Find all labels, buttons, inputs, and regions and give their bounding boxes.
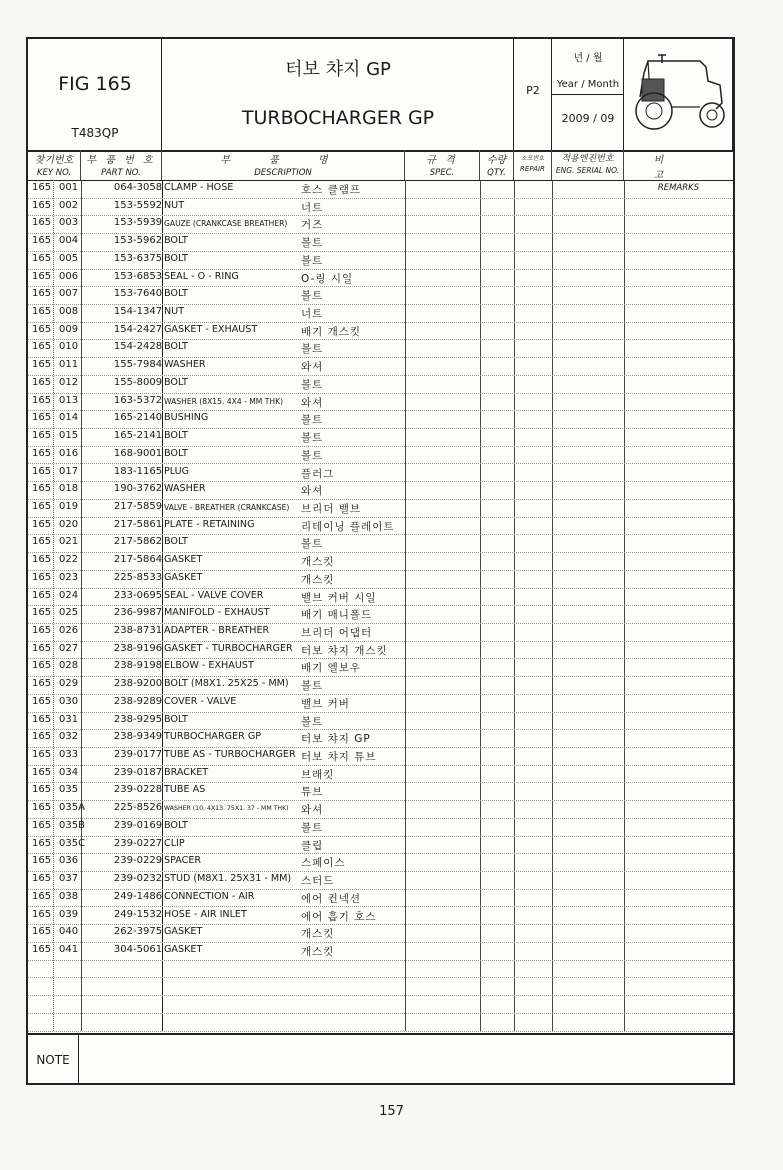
description-korean: 볼트 (301, 378, 324, 391)
key-group: 165 (32, 500, 52, 512)
key-group: 165 (32, 890, 52, 902)
key-number: 015 (59, 430, 79, 442)
table-row (28, 818, 733, 837)
table-row (28, 322, 733, 341)
description-korean: 브리더 밸브 (301, 502, 362, 515)
description-korean: 튜브 (301, 786, 324, 799)
description-korean: 밸브 커버 시일 (301, 591, 377, 604)
key-number: 028 (59, 660, 79, 672)
table-row (28, 977, 733, 996)
key-number: 033 (59, 749, 79, 761)
part-number: 217-5862 (113, 536, 163, 548)
key-number: 040 (59, 926, 79, 938)
key-group: 165 (32, 784, 52, 796)
divider (552, 94, 624, 95)
key-group: 165 (32, 607, 52, 619)
description-korean: 밸브 커버 (301, 697, 350, 710)
table-row (28, 534, 733, 553)
part-number: 165-2141 (113, 430, 163, 442)
table-row (28, 304, 733, 323)
part-number: 190-3762 (113, 483, 163, 495)
part-number: 217-5859 (113, 500, 163, 512)
page-code: P2 (526, 84, 540, 97)
table-row (28, 410, 733, 429)
part-number: 236-9987 (113, 607, 163, 619)
key-group: 165 (32, 359, 52, 371)
key-number: 039 (59, 908, 79, 920)
col-repair: 소모번호 REPAIR (514, 150, 552, 180)
key-group: 165 (32, 571, 52, 583)
col-eng-serial: 적용엔진번호 ENG. SERIAL NO. (552, 150, 624, 180)
description-korean: 개스킷 (301, 573, 335, 586)
description: PLATE - RETAINING (164, 518, 255, 530)
page-number: 157 (379, 1104, 404, 1119)
key-number: 006 (59, 270, 79, 282)
table-row (28, 481, 733, 500)
key-number: 024 (59, 589, 79, 601)
part-number: 064-3058 (113, 182, 163, 193)
key-group: 165 (32, 908, 52, 920)
description-korean: 스터드 (301, 875, 335, 888)
key-number: 005 (59, 252, 79, 264)
description-korean: 호스 클램프 (301, 184, 362, 196)
part-number: 233-0695 (113, 589, 163, 601)
description: BOLT (164, 713, 188, 725)
table-row (28, 836, 733, 855)
table-row (28, 871, 733, 890)
key-number: 001 (59, 182, 79, 193)
description-korean: 너트 (301, 201, 324, 214)
table-row (28, 694, 733, 713)
key-group: 165 (32, 306, 52, 318)
key-group: 165 (32, 837, 52, 849)
description: VALVE - BREATHER (CRANKCASE) (164, 502, 290, 512)
part-number: 239-0227 (113, 837, 163, 849)
table-row (28, 782, 733, 801)
key-number: 035C (59, 837, 86, 849)
key-group: 165 (32, 731, 52, 743)
description-korean: 볼트 (301, 414, 324, 427)
table-row (28, 517, 733, 536)
table-row (28, 995, 733, 1014)
table-row (28, 180, 733, 199)
description: GASKET (164, 554, 203, 566)
part-number: 249-1486 (113, 890, 163, 902)
description: BOLT (164, 341, 188, 353)
part-number: 154-2428 (113, 341, 163, 353)
table-row (28, 464, 733, 483)
table-row (28, 605, 733, 624)
part-number: 239-0229 (113, 855, 163, 867)
part-number: 238-9295 (113, 713, 163, 725)
part-number: 238-8731 (113, 625, 163, 636)
table-row (28, 428, 733, 447)
table-row (28, 907, 733, 926)
key-group: 165 (32, 483, 52, 495)
key-number: 020 (59, 518, 79, 530)
table-row (28, 889, 733, 908)
description: BOLT (164, 252, 188, 264)
key-number: 025 (59, 607, 79, 619)
description: CONNECTION - AIR (164, 890, 255, 902)
description: BUSHING (164, 412, 209, 424)
key-number: 038 (59, 890, 79, 902)
year-month-label-en: Year / Month (556, 79, 620, 90)
key-number: 035B (59, 819, 85, 831)
key-number: 037 (59, 873, 79, 885)
part-number: 165-2140 (113, 412, 163, 424)
part-number: 155-7984 (113, 359, 163, 371)
key-group: 165 (32, 589, 52, 601)
description: BOLT (M8X1. 25X25 - MM) (164, 678, 289, 690)
description-korean: 볼트 (301, 715, 324, 728)
title-cell (162, 39, 514, 150)
description: PLUG (164, 465, 190, 477)
key-group: 165 (32, 678, 52, 690)
description-korean: 스페이스 (301, 857, 346, 870)
table-row (28, 446, 733, 465)
description: STUD (M8X1. 25X31 - MM) (164, 873, 292, 885)
description-korean: 너트 (301, 308, 324, 321)
description: WASHER (164, 359, 206, 371)
table-row (28, 198, 733, 217)
part-number: 239-0187 (113, 766, 163, 778)
key-group: 165 (32, 394, 52, 406)
description-korean: 배기 엘보우 (301, 662, 362, 675)
key-group: 165 (32, 554, 52, 566)
key-number: 007 (59, 288, 79, 300)
part-number: 249-1532 (113, 908, 163, 920)
table-row (28, 729, 733, 748)
part-number: 153-6853 (113, 270, 163, 282)
key-number: 012 (59, 376, 79, 388)
table-row (28, 765, 733, 784)
description-korean: 볼트 (301, 254, 324, 267)
description: SEAL - VALVE COVER (164, 589, 264, 601)
description: MANIFOLD - EXHAUST (164, 607, 270, 619)
col-spec: 규 격 SPEC. (405, 150, 480, 180)
key-group: 165 (32, 199, 52, 211)
table-row (28, 1013, 733, 1032)
description-korean: 볼트 (301, 343, 324, 356)
key-group: 165 (32, 625, 52, 636)
key-number: 023 (59, 571, 79, 583)
description-korean: 볼트 (301, 821, 324, 834)
table-row (28, 641, 733, 660)
key-number: 002 (59, 199, 79, 211)
key-number: 013 (59, 394, 79, 406)
key-group: 165 (32, 465, 52, 477)
part-number: 217-5861 (113, 518, 163, 530)
table-row (28, 960, 733, 979)
part-number: 238-9198 (113, 660, 163, 672)
description: WASHER (8X15. 4X4 - MM THK) (164, 396, 284, 406)
description-korean: 에어 컨넥션 (301, 892, 362, 905)
table-row (28, 712, 733, 731)
table-row (28, 375, 733, 394)
key-group: 165 (32, 412, 52, 424)
description-korean: 볼트 (301, 432, 324, 445)
table-row (28, 357, 733, 376)
description: GASKET (164, 943, 203, 955)
description-korean: 와셔 (301, 361, 324, 374)
key-group: 165 (32, 235, 52, 247)
part-number: 217-5864 (113, 554, 163, 566)
part-number: 154-2427 (113, 323, 163, 335)
description-korean: 개스킷 (301, 556, 335, 569)
key-group: 165 (32, 323, 52, 335)
table-row (28, 942, 733, 961)
table-row (28, 676, 733, 695)
description-korean: 볼트 (301, 680, 324, 693)
model-code: T483QP (71, 126, 119, 140)
title-korean: 터보 챠지 GP (285, 59, 391, 80)
description: GAUZE (CRANKCASE BREATHER) (164, 219, 288, 229)
key-group: 165 (32, 819, 52, 831)
key-number: 026 (59, 625, 79, 636)
table-row (28, 215, 733, 234)
table-row (28, 499, 733, 518)
key-number: 014 (59, 412, 79, 424)
description: ELBOW - EXHAUST (164, 660, 254, 672)
part-number: 168-9001 (113, 447, 163, 459)
description: ADAPTER - BREATHER (164, 625, 270, 636)
col-part-no: 부 품 번 호 PART NO. (81, 150, 162, 180)
key-number: 041 (59, 943, 79, 955)
description: CLIP (164, 837, 185, 849)
table-row (28, 570, 733, 589)
key-group: 165 (32, 749, 52, 761)
key-number: 019 (59, 500, 79, 512)
key-group: 165 (32, 766, 52, 778)
key-number: 022 (59, 554, 79, 566)
description: TURBOCHARGER GP (164, 731, 262, 743)
part-number: 153-6375 (113, 252, 163, 264)
description-korean: 와셔 (301, 396, 324, 409)
key-number: 010 (59, 341, 79, 353)
key-number: 011 (59, 359, 79, 371)
description-korean: 브래킷 (301, 768, 335, 781)
col-remarks: 비 고 REMARKS (653, 155, 704, 193)
description: NUT (164, 306, 185, 318)
key-number: 030 (59, 695, 79, 707)
col-qty: 수량 QTY. (480, 150, 514, 180)
description: BOLT (164, 536, 188, 548)
key-number: 036 (59, 855, 79, 867)
key-group: 165 (32, 926, 52, 938)
part-number: 163-5372 (113, 394, 163, 406)
table-row (28, 251, 733, 270)
description: WASHER (10. 4X13. 75X1. 37 - MM THK) (164, 805, 289, 813)
year-month-cell (552, 39, 624, 150)
part-number: 153-5939 (113, 217, 163, 229)
description-korean: 배기 개스킷 (301, 325, 362, 338)
year-month-label-kr: 년 / 월 (573, 53, 603, 64)
description-korean: 배기 매니폴드 (301, 609, 373, 622)
key-number: 003 (59, 217, 79, 229)
description-korean: 클립 (301, 839, 324, 852)
figure-number: FIG 165 (58, 73, 132, 95)
description: GASKET - TURBOCHARGER (164, 642, 293, 654)
description-korean: O-링 시일 (301, 272, 354, 285)
description: BOLT (164, 447, 188, 459)
key-number: 035A (59, 802, 85, 814)
description: BOLT (164, 376, 188, 388)
part-number: 239-0169 (113, 819, 163, 831)
key-number: 027 (59, 642, 79, 654)
key-group: 165 (32, 376, 52, 388)
title-english: TURBOCHARGER GP (241, 107, 435, 129)
tractor-icon (630, 51, 728, 137)
part-number: 239-0228 (113, 784, 163, 796)
part-number: 154-1347 (113, 306, 163, 318)
col-key-no: 찾기번호 KEY NO. (28, 150, 81, 180)
description-korean: 터보 챠지 개스킷 (301, 644, 388, 657)
key-number: 009 (59, 323, 79, 335)
key-group: 165 (32, 536, 52, 548)
table-row (28, 924, 733, 943)
description-korean: 와셔 (301, 804, 324, 817)
description-korean: 볼트 (301, 449, 324, 462)
description-korean: 볼트 (301, 237, 324, 250)
key-group: 165 (32, 873, 52, 885)
key-group: 165 (32, 642, 52, 654)
table-row (28, 233, 733, 252)
description-korean: 에어 흡기 호스 (301, 910, 377, 923)
figure-cell (28, 39, 162, 150)
part-number: 238-9200 (113, 678, 163, 690)
key-number: 035 (59, 784, 79, 796)
note-section (28, 1033, 733, 1085)
description-korean: 볼트 (301, 290, 324, 303)
key-group: 165 (32, 695, 52, 707)
description-korean: 거즈 (301, 219, 324, 232)
description: NUT (164, 199, 185, 211)
key-number: 032 (59, 731, 79, 743)
description: GASKET - EXHAUST (164, 323, 258, 335)
key-group: 165 (32, 270, 52, 282)
description-korean: 플러그 (301, 467, 335, 480)
key-group: 165 (32, 518, 52, 530)
description: BOLT (164, 288, 188, 300)
part-number: 238-9196 (113, 642, 163, 654)
year-month-value: 2009 / 09 (561, 112, 615, 125)
key-number: 017 (59, 465, 79, 477)
description: BRACKET (164, 766, 209, 778)
description-korean: 브리더 어댑터 (301, 627, 373, 639)
table-row (28, 588, 733, 607)
table-row (28, 658, 733, 677)
key-group: 165 (32, 217, 52, 229)
description: GASKET (164, 571, 203, 583)
key-number: 016 (59, 447, 79, 459)
part-number: 153-5962 (113, 235, 163, 247)
part-number: 238-9349 (113, 731, 163, 743)
description: BOLT (164, 430, 188, 442)
table-row (28, 339, 733, 358)
part-number: 183-1165 (113, 465, 163, 477)
col-description: 부 품 명 DESCRIPTION (162, 150, 405, 180)
part-number: 225-8533 (113, 571, 163, 583)
table-row (28, 269, 733, 288)
key-group: 165 (32, 943, 52, 955)
key-number: 031 (59, 713, 79, 725)
description: TUBE AS (164, 784, 206, 796)
note-label: NOTE (28, 1035, 79, 1085)
parts-sheet (26, 37, 735, 1085)
key-group: 165 (32, 288, 52, 300)
description-korean: 터보 챠지 GP (301, 733, 371, 746)
sheet-header (28, 39, 733, 152)
description: TUBE AS - TURBOCHARGER (164, 749, 296, 761)
description: SPACER (164, 855, 202, 867)
key-group: 165 (32, 660, 52, 672)
description: GASKET (164, 926, 203, 938)
key-group: 165 (32, 252, 52, 264)
part-number: 262-3975 (113, 926, 163, 938)
table-row (28, 286, 733, 305)
key-group: 165 (32, 855, 52, 867)
part-number: 238-9289 (113, 695, 163, 707)
key-group: 165 (32, 430, 52, 442)
part-number: 225-8526 (113, 802, 163, 814)
table-row (28, 623, 733, 642)
part-number: 155-8009 (113, 376, 163, 388)
key-number: 021 (59, 536, 79, 548)
key-number: 034 (59, 766, 79, 778)
description-korean: 리테이닝 플레이트 (301, 520, 395, 533)
description: HOSE - AIR INLET (164, 908, 247, 920)
tractor-picture-cell (624, 39, 733, 150)
page-cell (514, 39, 552, 150)
key-group: 165 (32, 802, 52, 814)
table-row (28, 393, 733, 412)
description-korean: 볼트 (301, 538, 324, 551)
part-number: 304-5061 (113, 943, 163, 955)
description: COVER - VALVE (164, 695, 237, 707)
key-group: 165 (32, 713, 52, 725)
table-row (28, 747, 733, 766)
table-row (28, 853, 733, 872)
key-number: 018 (59, 483, 79, 495)
parts-table (28, 180, 733, 1031)
key-group: 165 (32, 447, 52, 459)
description: SEAL - O - RING (164, 270, 239, 282)
description-korean: 터보 챠지 튜브 (301, 751, 377, 764)
part-number: 239-0232 (113, 873, 163, 885)
table-row (28, 552, 733, 571)
key-number: 029 (59, 678, 79, 690)
description-korean: 개스킷 (301, 945, 335, 958)
description: BOLT (164, 819, 188, 831)
table-row (28, 800, 733, 819)
description-korean: 개스킷 (301, 928, 335, 941)
part-number: 239-0177 (113, 749, 163, 761)
key-number: 004 (59, 235, 79, 247)
key-group: 165 (32, 182, 52, 193)
description-korean: 와셔 (301, 485, 324, 498)
part-number: 153-5592 (113, 199, 163, 211)
description: CLAMP - HOSE (164, 182, 234, 193)
description: BOLT (164, 235, 188, 247)
part-number: 153-7640 (113, 288, 163, 300)
key-group: 165 (32, 341, 52, 353)
key-number: 008 (59, 306, 79, 318)
description: WASHER (164, 483, 206, 495)
